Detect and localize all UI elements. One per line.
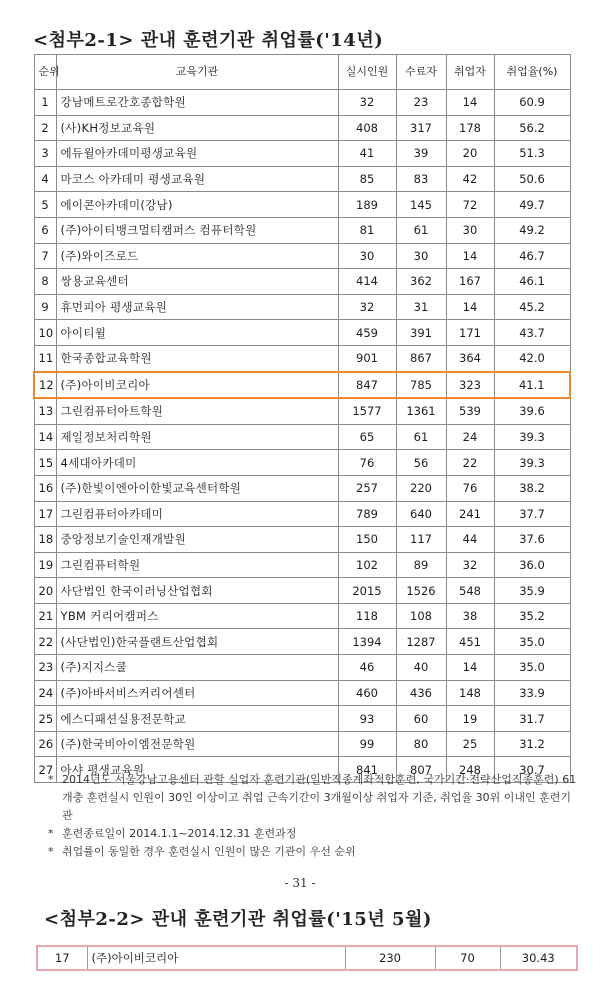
cell-trained: 847 (338, 372, 396, 399)
footnote-marker: * (48, 773, 54, 786)
cell-rank: 16 (34, 475, 56, 501)
cell-rate: 46.7 (494, 243, 570, 269)
cell-institution: 그린컴퓨터학원 (56, 552, 338, 578)
cell-institution: (사단법인)한국플랜트산업협회 (56, 629, 338, 655)
header-completed: 수료자 (396, 55, 446, 90)
table-row (34, 424, 570, 450)
cell-completed: 640 (396, 501, 446, 527)
cell-trained: 32 (338, 294, 396, 320)
cell-rank: 13 (34, 398, 56, 424)
cell-completed: 40 (396, 655, 446, 681)
cell-trained: 789 (338, 501, 396, 527)
cell-employed: 14 (446, 294, 494, 320)
cell-rank: 22 (34, 629, 56, 655)
cell-rate: 30.43 (500, 946, 577, 970)
cell-rate: 38.2 (494, 475, 570, 501)
cell-employed: 24 (446, 424, 494, 450)
cell-trained: 81 (338, 217, 396, 243)
cell-employed: 38 (446, 603, 494, 629)
table-row (34, 192, 570, 218)
cell-trained: 2015 (338, 578, 396, 604)
cell-trained: 189 (338, 192, 396, 218)
cell-institution: 제일정보처리학원 (56, 424, 338, 450)
cell-rank: 1 (34, 90, 56, 116)
cell-completed: 785 (396, 372, 446, 399)
table-row (34, 115, 570, 141)
cell-institution: 에스디패션실용전문학교 (56, 706, 338, 732)
cell-employed: 167 (446, 269, 494, 295)
cell-employed: 72 (446, 192, 494, 218)
cell-institution: (주)지지스쿨 (56, 655, 338, 681)
cell-employed: 14 (446, 655, 494, 681)
header-employed: 취업자 (446, 55, 494, 90)
cell-rate: 46.1 (494, 269, 570, 295)
cell-employed: 323 (446, 372, 494, 399)
cell-completed: 436 (396, 680, 446, 706)
footnote-text: 취업률이 동일한 경우 훈련실시 인원이 많은 기관이 우선 순위 (62, 845, 356, 858)
cell-completed: 317 (396, 115, 446, 141)
table-body (34, 90, 570, 783)
footnotes (48, 771, 578, 861)
cell-completed: 1287 (396, 629, 446, 655)
cell-trained: 102 (338, 552, 396, 578)
cell-rank: 7 (34, 243, 56, 269)
cell-completed: 61 (396, 424, 446, 450)
cell-completed: 30 (396, 243, 446, 269)
cell-institution: 사단법인 한국이러닝산업협회 (56, 578, 338, 604)
cell-rate: 60.9 (494, 90, 570, 116)
cell-trained: 901 (338, 345, 396, 371)
table-row (34, 320, 570, 346)
cell-trained: 841 (338, 757, 396, 783)
table-row (34, 731, 570, 757)
cell-institution: (주)와이즈로드 (56, 243, 338, 269)
cell-completed: 391 (396, 320, 446, 346)
cell-employed: 76 (446, 475, 494, 501)
table-row (34, 680, 570, 706)
section-title-2: <첨부2-2> 관내 훈련기관 취업률('15년 5월) (44, 909, 432, 930)
cell-completed: 220 (396, 475, 446, 501)
cell-employed: 171 (446, 320, 494, 346)
cell-rank: 12 (34, 372, 56, 399)
cell-institution: 강남메트로간호종합학원 (56, 90, 338, 116)
cell-rate: 33.9 (494, 680, 570, 706)
cell-rank: 2 (34, 115, 56, 141)
cell-rank: 4 (34, 166, 56, 192)
cell-rate: 35.9 (494, 578, 570, 604)
cell-rate: 35.2 (494, 603, 570, 629)
cell-trained: 230 (345, 946, 435, 970)
cell-rank: 17 (54, 951, 70, 965)
table-row (34, 166, 570, 192)
cell-completed: 31 (396, 294, 446, 320)
cell-trained: 257 (338, 475, 396, 501)
footnote-marker: * (48, 845, 54, 858)
cell-employed: 148 (446, 680, 494, 706)
cell-institution: 그린컴퓨터아카데미 (56, 501, 338, 527)
cell-employed: 248 (446, 757, 494, 783)
cell-completed: 807 (396, 757, 446, 783)
table-row (34, 527, 570, 553)
table-row (34, 552, 570, 578)
cell-institution: 마코스 아카데미 평생교육원 (56, 166, 338, 192)
cell-employed: 451 (446, 629, 494, 655)
cell-employed: 539 (446, 398, 494, 424)
cell-institution: 한국종합교육학원 (56, 345, 338, 371)
cell-trained: 76 (338, 450, 396, 476)
cell-institution: (주)아이비코리아 (87, 946, 345, 970)
cell-rank: 15 (34, 450, 56, 476)
table-row (34, 90, 570, 116)
table-row (34, 450, 570, 476)
cell-institution: (주)한국비아이엠전문학원 (56, 731, 338, 757)
cell-rate: 41.1 (494, 372, 570, 399)
employment-rate-table-2015 (36, 945, 578, 971)
header-trained: 실시인원 (338, 55, 396, 90)
cell-completed: 1361 (396, 398, 446, 424)
cell-rate: 36.0 (494, 552, 570, 578)
cell-institution: YBM 커리어캠퍼스 (56, 603, 338, 629)
table-row (34, 345, 570, 371)
header-rank: 순위 (34, 55, 56, 90)
cell-rate: 31.7 (494, 706, 570, 732)
cell-trained: 118 (338, 603, 396, 629)
cell-institution: 에듀윌아카데미평생교육원 (56, 141, 338, 167)
cell-trained: 32 (338, 90, 396, 116)
footnote (48, 771, 578, 825)
cell-institution: 중앙정보기술인재개발원 (56, 527, 338, 553)
cell-rate: 49.7 (494, 192, 570, 218)
cell-rank: 17 (34, 501, 56, 527)
cell-rate: 37.7 (494, 501, 570, 527)
cell-completed: 867 (396, 345, 446, 371)
cell-institution: (주)아바서비스커리어센터 (56, 680, 338, 706)
cell-trained: 1394 (338, 629, 396, 655)
cell-rank: 3 (34, 141, 56, 167)
cell-rate: 42.0 (494, 345, 570, 371)
cell-completed: 83 (396, 166, 446, 192)
cell-trained: 408 (338, 115, 396, 141)
cell-rank: 5 (34, 192, 56, 218)
cell-employed: 178 (446, 115, 494, 141)
cell-rank: 24 (34, 680, 56, 706)
table-row (34, 141, 570, 167)
cell-trained: 459 (338, 320, 396, 346)
cell-completed: 56 (396, 450, 446, 476)
cell-rank: 27 (34, 757, 56, 783)
cell-completed: 108 (396, 603, 446, 629)
cell-rate: 30.7 (494, 757, 570, 783)
footnote (48, 825, 578, 843)
cell-rank: 9 (34, 294, 56, 320)
cell-trained: 150 (338, 527, 396, 553)
cell-rate: 37.6 (494, 527, 570, 553)
cell-rate: 51.3 (494, 141, 570, 167)
cell-completed: 60 (396, 706, 446, 732)
cell-institution: 에이콘아카데미(강남) (56, 192, 338, 218)
cell-rank: 25 (34, 706, 56, 732)
table-row (34, 603, 570, 629)
cell-institution: 쌍용교육센터 (56, 269, 338, 295)
cell-rate: 50.6 (494, 166, 570, 192)
table-row (34, 475, 570, 501)
cell-employed: 32 (446, 552, 494, 578)
page-title: <첨부2-1> 관내 훈련기관 취업률('14년) (33, 30, 384, 51)
table-row (34, 372, 570, 399)
cell-institution: (주)한빛이엔아이한빛교육센터학원 (56, 475, 338, 501)
table-row (34, 655, 570, 681)
cell-employed: 14 (446, 90, 494, 116)
cell-institution: 그린컴퓨터아트학원 (56, 398, 338, 424)
table-row (34, 294, 570, 320)
cell-institution: (주)아이비코리아 (56, 372, 338, 399)
cell-institution: 아이티윌 (56, 320, 338, 346)
cell-employed: 25 (446, 731, 494, 757)
cell-employed: 241 (446, 501, 494, 527)
cell-rate: 49.2 (494, 217, 570, 243)
cell-trained: 99 (338, 731, 396, 757)
cell-rank: 6 (34, 217, 56, 243)
header-rate: 취업율(%) (494, 55, 570, 90)
table-row (34, 706, 570, 732)
cell-institution: 아샤 평생교육원 (56, 757, 338, 783)
cell-employed: 19 (446, 706, 494, 732)
cell-rank: 11 (34, 345, 56, 371)
cell-trained: 65 (338, 424, 396, 450)
cell-trained: 1577 (338, 398, 396, 424)
footnote-text: 2014년도 서울강남고용센터 관할 실업자 훈련기관(일반직종계좌적합훈련, 국가기간·전략산업직종훈련) 61개충 훈련실시 인원이 30인 이상이고 취업 근속기간이 3개월이상 취업자 기준, 취업율 30위 이내인 훈련기관 (62, 773, 577, 822)
cell-institution: (사)KH정보교육원 (56, 115, 338, 141)
cell-rate: 35.0 (494, 655, 570, 681)
header-institution: 교육기관 (56, 55, 338, 90)
cell-trained: 30 (338, 243, 396, 269)
table-row (34, 501, 570, 527)
cell-rate: 39.3 (494, 450, 570, 476)
cell-employed: 44 (446, 527, 494, 553)
table-row (34, 398, 570, 424)
page-number: - 31 - (284, 876, 316, 890)
cell-completed: 89 (396, 552, 446, 578)
cell-employed: 364 (446, 345, 494, 371)
cell-rank: 23 (34, 655, 56, 681)
cell-employed: 42 (446, 166, 494, 192)
cell-employed: 30 (446, 217, 494, 243)
cell-rank: 26 (34, 731, 56, 757)
cell-completed: 61 (396, 217, 446, 243)
cell-rank: 18 (34, 527, 56, 553)
cell-completed: 39 (396, 141, 446, 167)
employment-rate-table (33, 54, 571, 783)
footnote-text: 훈련종료일이 2014.1.1~2014.12.31 훈련과정 (62, 827, 297, 840)
cell-rate: 43.7 (494, 320, 570, 346)
cell-rank: 8 (34, 269, 56, 295)
footnote-marker: * (48, 827, 54, 840)
cell-trained: 46 (338, 655, 396, 681)
cell-trained: 85 (338, 166, 396, 192)
cell-rate: 39.3 (494, 424, 570, 450)
cell-trained: 41 (338, 141, 396, 167)
table-row (34, 217, 570, 243)
cell-completed: 1526 (396, 578, 446, 604)
table-row (34, 629, 570, 655)
cell-rate: 45.2 (494, 294, 570, 320)
cell-rate: 56.2 (494, 115, 570, 141)
footnote (48, 843, 578, 861)
cell-employed: 22 (446, 450, 494, 476)
cell-employed: 14 (446, 243, 494, 269)
cell-trained: 414 (338, 269, 396, 295)
cell-rank: 21 (34, 603, 56, 629)
cell-rank: 10 (34, 320, 56, 346)
table-row (37, 946, 577, 970)
table-row (34, 578, 570, 604)
cell-institution: 4세대아카데미 (56, 450, 338, 476)
cell-completed: 145 (396, 192, 446, 218)
cell-trained: 93 (338, 706, 396, 732)
cell-rank: 19 (34, 552, 56, 578)
cell-employed: 20 (446, 141, 494, 167)
cell-completed: 117 (396, 527, 446, 553)
cell-completed: 80 (396, 731, 446, 757)
cell-institution: 휴먼피아 평생교육원 (56, 294, 338, 320)
cell-rank: 14 (34, 424, 56, 450)
cell-employed: 548 (446, 578, 494, 604)
table-row (34, 243, 570, 269)
cell-rate: 31.2 (494, 731, 570, 757)
cell-trained: 460 (338, 680, 396, 706)
table-header-row (34, 55, 570, 90)
cell-rate: 39.6 (494, 398, 570, 424)
cell-institution: (주)아이티뱅크멀티캠퍼스 컴퓨터학원 (56, 217, 338, 243)
cell-employed: 70 (435, 946, 500, 970)
cell-completed: 362 (396, 269, 446, 295)
cell-completed: 23 (396, 90, 446, 116)
cell-rate: 35.0 (494, 629, 570, 655)
cell-rank: 20 (34, 578, 56, 604)
table-row (34, 269, 570, 295)
